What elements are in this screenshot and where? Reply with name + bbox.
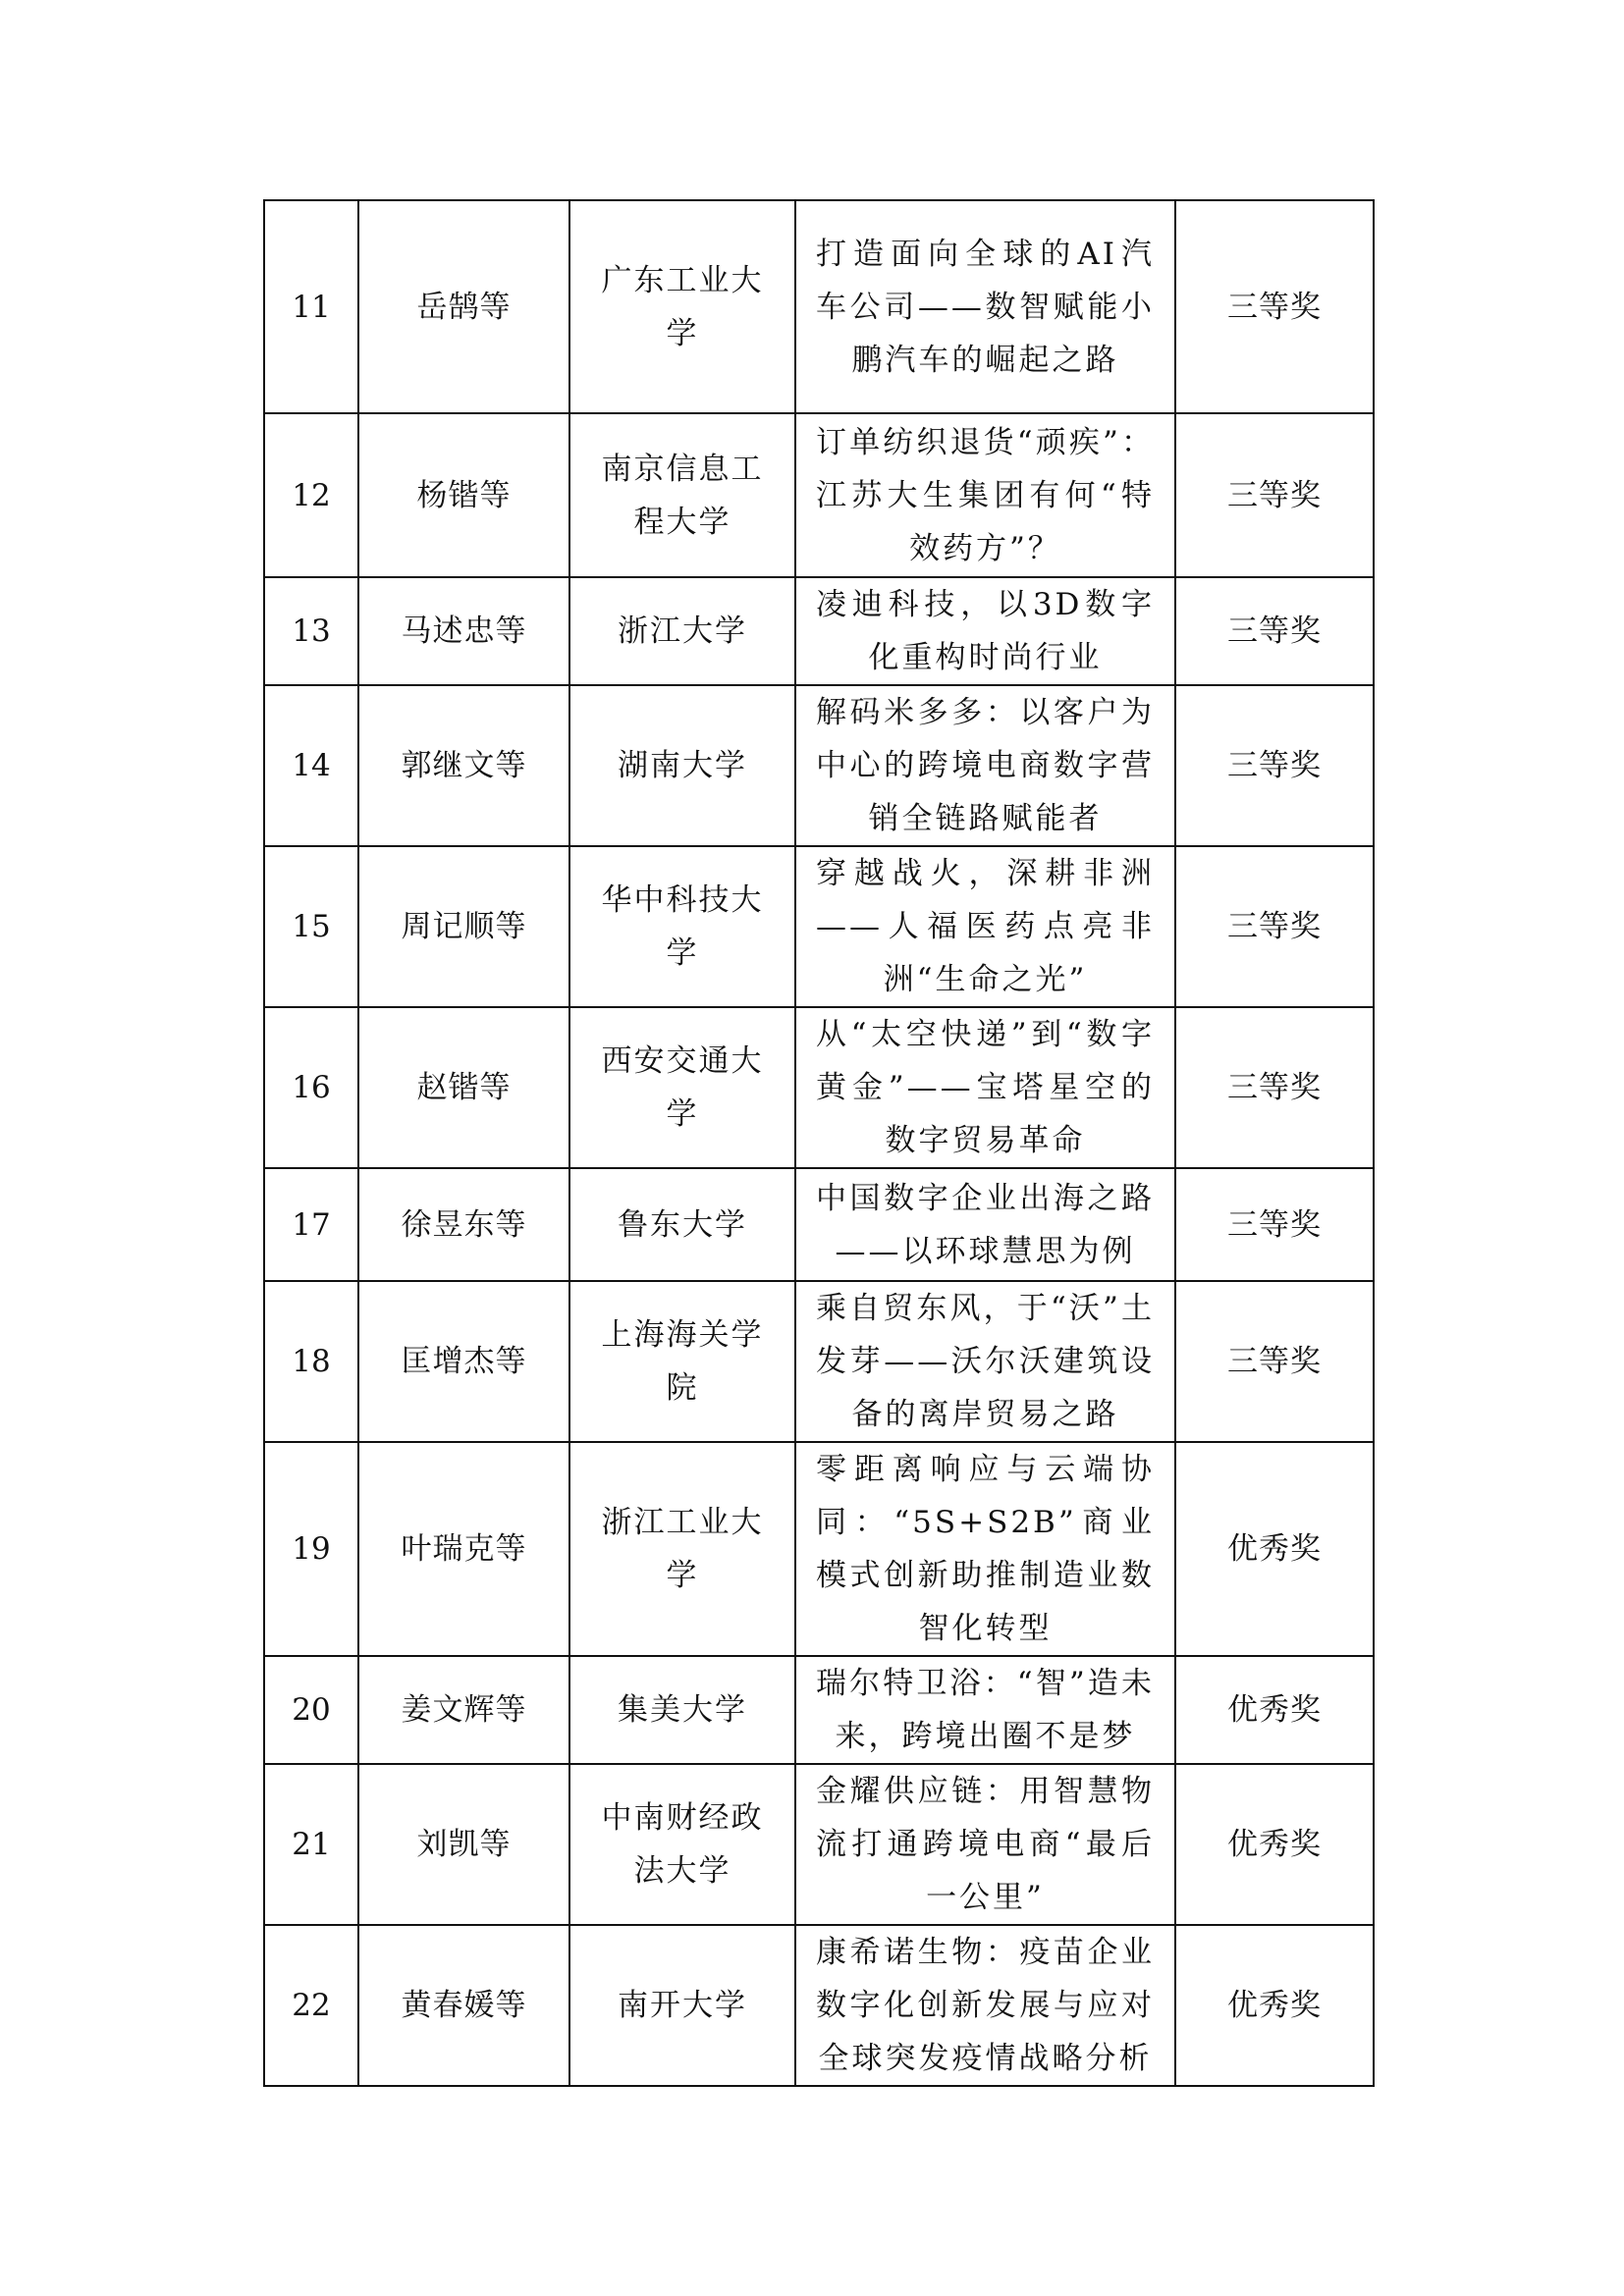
table-row [264, 1442, 1374, 1656]
school-name: 上海海关学院 [569, 1281, 795, 1442]
award-level: 优秀奖 [1175, 1656, 1374, 1764]
award-level: 三等奖 [1175, 200, 1374, 413]
school-name: 集美大学 [569, 1656, 795, 1764]
row-number: 13 [264, 577, 358, 685]
table-row [264, 1281, 1374, 1442]
author-name: 杨锴等 [358, 413, 569, 577]
author-name: 叶瑞克等 [358, 1442, 569, 1656]
school-name: 浙江工业大学 [569, 1442, 795, 1656]
table-row [264, 1656, 1374, 1764]
school-name: 西安交通大学 [569, 1007, 795, 1168]
author-name: 姜文辉等 [358, 1656, 569, 1764]
case-title: 瑞尔特卫浴：“智”造未来，跨境出圈不是梦 [795, 1656, 1175, 1764]
case-title: 中国数字企业出海之路——以环球慧思为例 [795, 1168, 1175, 1281]
school-name: 广东工业大学 [569, 200, 795, 413]
table-row [264, 1168, 1374, 1281]
award-level: 优秀奖 [1175, 1764, 1374, 1925]
award-level: 三等奖 [1175, 1007, 1374, 1168]
case-title: 凌迪科技，以3D数字化重构时尚行业 [795, 577, 1175, 685]
author-name: 周记顺等 [358, 846, 569, 1007]
case-title: 康希诺生物：疫苗企业数字化创新发展与应对全球突发疫情战略分析 [795, 1925, 1175, 2086]
row-number: 17 [264, 1168, 358, 1281]
author-name: 黄春媛等 [358, 1925, 569, 2086]
school-name: 南开大学 [569, 1925, 795, 2086]
author-name: 匡增杰等 [358, 1281, 569, 1442]
table-row [264, 846, 1374, 1007]
table-row [264, 1925, 1374, 2086]
school-name: 鲁东大学 [569, 1168, 795, 1281]
table-row [264, 1007, 1374, 1168]
award-level: 三等奖 [1175, 846, 1374, 1007]
case-title: 解码米多多：以客户为中心的跨境电商数字营销全链路赋能者 [795, 685, 1175, 846]
author-name: 马述忠等 [358, 577, 569, 685]
school-name: 华中科技大学 [569, 846, 795, 1007]
school-name: 湖南大学 [569, 685, 795, 846]
row-number: 16 [264, 1007, 358, 1168]
row-number: 19 [264, 1442, 358, 1656]
case-title: 穿越战火，深耕非洲——人福医药点亮非洲“生命之光” [795, 846, 1175, 1007]
school-name: 中南财经政法大学 [569, 1764, 795, 1925]
author-name: 徐昱东等 [358, 1168, 569, 1281]
award-table [263, 199, 1375, 2087]
table-row [264, 1764, 1374, 1925]
case-title: 乘自贸东风，于“沃”土发芽——沃尔沃建筑设备的离岸贸易之路 [795, 1281, 1175, 1442]
case-title: 金耀供应链：用智慧物流打通跨境电商“最后一公里” [795, 1764, 1175, 1925]
row-number: 11 [264, 200, 358, 413]
school-name: 浙江大学 [569, 577, 795, 685]
table-row [264, 577, 1374, 685]
award-level: 三等奖 [1175, 413, 1374, 577]
award-level: 三等奖 [1175, 685, 1374, 846]
case-title: 订单纺织退货“顽疾”：江苏大生集团有何“特效药方”？ [795, 413, 1175, 577]
table-row [264, 200, 1374, 413]
author-name: 岳鹄等 [358, 200, 569, 413]
row-number: 14 [264, 685, 358, 846]
row-number: 20 [264, 1656, 358, 1764]
author-name: 郭继文等 [358, 685, 569, 846]
case-title: 零距离响应与云端协同：“5S+S2B”商业模式创新助推制造业数智化转型 [795, 1442, 1175, 1656]
award-level: 三等奖 [1175, 577, 1374, 685]
row-number: 21 [264, 1764, 358, 1925]
award-level: 优秀奖 [1175, 1925, 1374, 2086]
row-number: 18 [264, 1281, 358, 1442]
award-level: 三等奖 [1175, 1168, 1374, 1281]
row-number: 15 [264, 846, 358, 1007]
award-level: 三等奖 [1175, 1281, 1374, 1442]
award-level: 优秀奖 [1175, 1442, 1374, 1656]
author-name: 刘凯等 [358, 1764, 569, 1925]
table-row [264, 413, 1374, 577]
row-number: 22 [264, 1925, 358, 2086]
case-title: 打造面向全球的AI汽车公司——数智赋能小鹏汽车的崛起之路 [795, 200, 1175, 413]
school-name: 南京信息工程大学 [569, 413, 795, 577]
row-number: 12 [264, 413, 358, 577]
table-row [264, 685, 1374, 846]
author-name: 赵锴等 [358, 1007, 569, 1168]
case-title: 从“太空快递”到“数字黄金”——宝塔星空的数字贸易革命 [795, 1007, 1175, 1168]
